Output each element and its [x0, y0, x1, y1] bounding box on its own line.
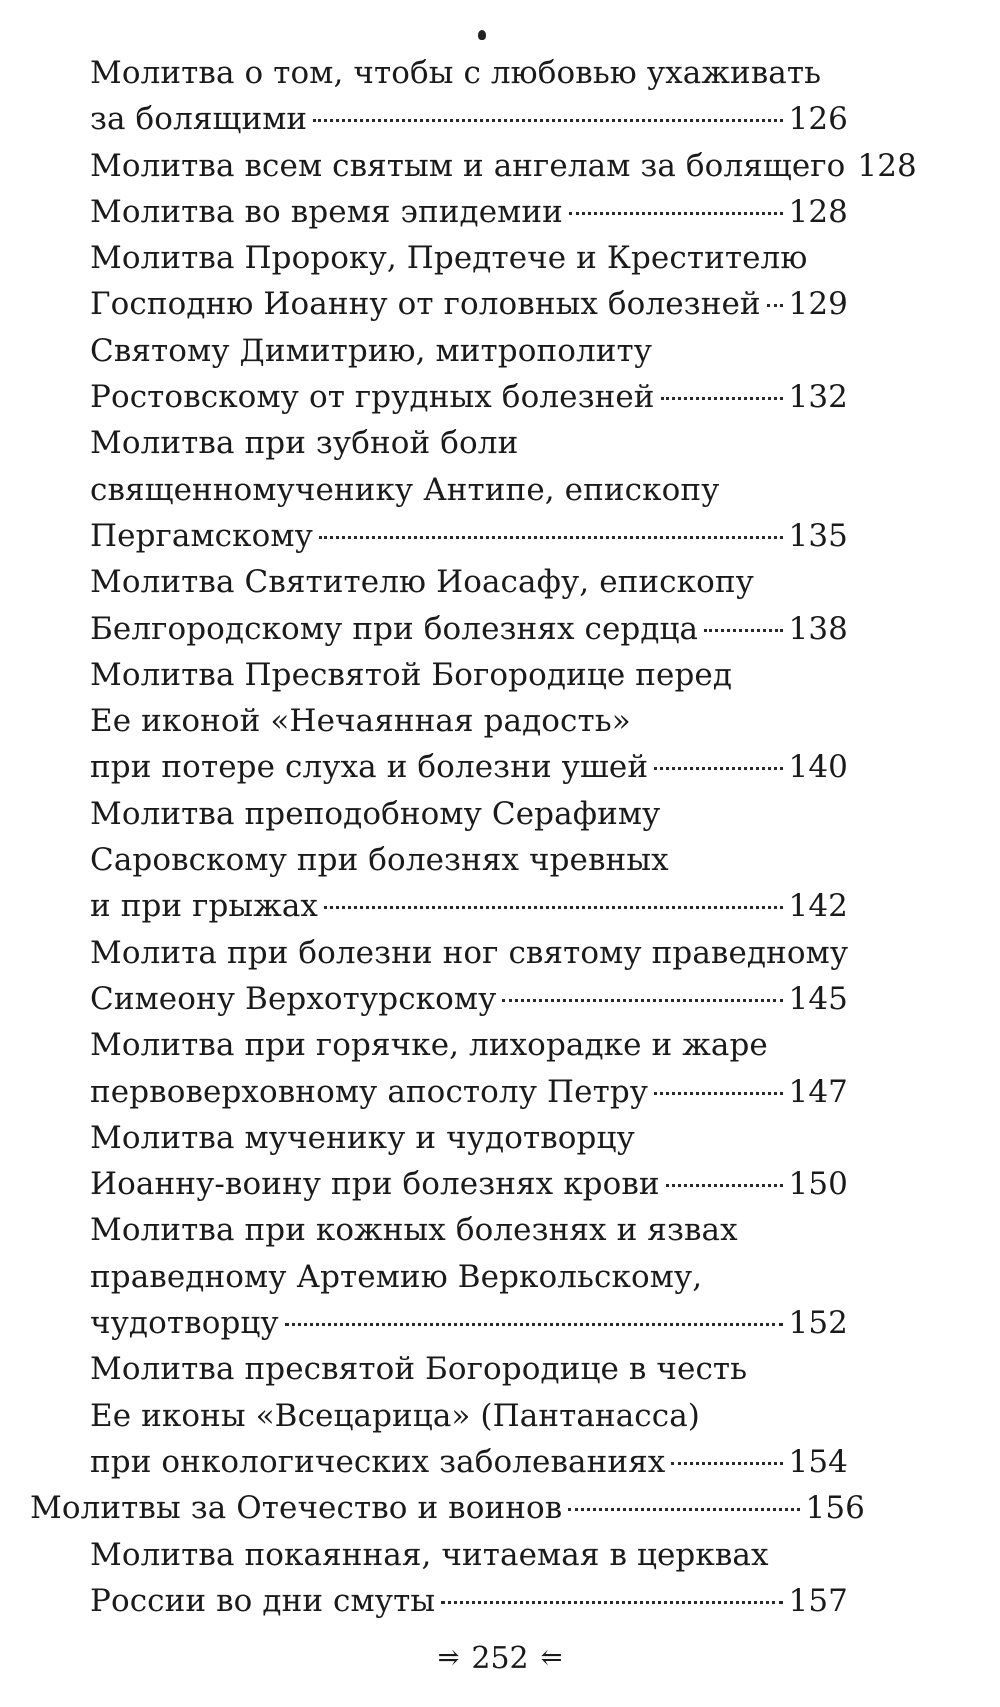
toc-entry-title: Пергамскому: [90, 517, 313, 554]
dot-leader: [654, 1092, 782, 1095]
toc-entry-title: Белгородскому при болезнях сердца: [90, 610, 699, 647]
toc-page-number: 154: [788, 1443, 848, 1480]
toc-page-number: 126: [788, 101, 848, 138]
toc-entry: [0, 235, 1000, 328]
dot-leader: [704, 629, 782, 632]
page-number: 252: [471, 1640, 529, 1676]
toc-line: [0, 559, 1000, 605]
toc-line: [0, 235, 1000, 281]
toc-page-number: 128: [788, 193, 848, 230]
dot-leader: [285, 1323, 783, 1326]
toc-entry: [0, 1485, 1000, 1531]
toc-line: [0, 930, 1000, 976]
toc-entry-title: чудотворцу: [90, 1305, 279, 1342]
toc-entry-title: Симеону Верхотурскому: [90, 980, 497, 1017]
toc-line: [0, 976, 1000, 1022]
toc-entry-title: Молитва преподобному Серафиму: [90, 795, 661, 832]
toc-entry-title: Молита при болезни ног святому праведному: [90, 934, 849, 971]
dot-leader: [313, 119, 782, 122]
toc-line: [0, 883, 1000, 929]
toc-entry: [0, 1532, 1000, 1625]
toc-entry-title: и при грыжах: [90, 888, 318, 925]
toc-entry-title: священномученику Антипе, епископу: [90, 471, 720, 508]
toc-line: [0, 189, 1000, 235]
toc-entry-title: за болящими: [90, 101, 308, 138]
toc-entry-title: России во дни смуты: [90, 1582, 436, 1619]
toc-line: [0, 467, 1000, 513]
toc-page-number: 142: [788, 888, 848, 925]
toc-line: [0, 1439, 1000, 1485]
toc-entry-title: Молитва о том, чтобы с любовью ухаживать: [90, 55, 822, 91]
toc-entry: [0, 328, 1000, 421]
toc-page-number: 138: [788, 610, 848, 647]
toc-line: [0, 837, 1000, 883]
toc-entry-title: при потере слуха и болезни ушей: [90, 749, 649, 786]
toc-entry: [0, 559, 1000, 652]
toc-line: [0, 1578, 1000, 1624]
toc-entry-title: Молитва покаянная, читаемая в церквах: [90, 1536, 769, 1573]
toc-page-number: 128: [857, 147, 917, 184]
toc-entry-title: Молитва мученику и чудотворцу: [90, 1119, 635, 1156]
toc-line: [0, 791, 1000, 837]
toc-page-number: 140: [788, 749, 848, 786]
toc-page-number: 132: [788, 379, 848, 416]
toc-entry-title: Ростовскому от грудных болезней: [90, 379, 655, 416]
toc-entry-title: Молитва при зубной боли: [90, 425, 519, 462]
toc-entry-title: Молитва при кожных болезнях и язвах: [90, 1212, 738, 1249]
dot-leader: [441, 1601, 782, 1604]
toc-entry-title: Молитва во время эпидемии: [90, 193, 563, 230]
toc-page-number: 145: [788, 980, 848, 1017]
toc-entry: [0, 143, 1000, 189]
toc-line: [0, 1115, 1000, 1161]
toc-entry: [0, 652, 1000, 791]
toc-line: [0, 744, 1000, 790]
toc-line: [0, 513, 1000, 559]
toc-entry-title: Ее иконой «Нечаянная радость»: [90, 703, 631, 740]
toc-entry-title: первоверховному апостолу Петру: [90, 1073, 649, 1110]
toc-entry: [0, 930, 1000, 1023]
toc-page-number: 135: [788, 517, 848, 554]
toc-line: [0, 1161, 1000, 1207]
toc-entry: [0, 1115, 1000, 1208]
toc-entry-title: Молитвы за Отечество и воинов: [30, 1490, 563, 1527]
toc-entry-title: Молитва Пресвятой Богородице перед: [90, 656, 733, 693]
toc-line: [0, 328, 1000, 374]
toc-entry-title: Саровскому при болезнях чревных: [90, 842, 669, 879]
toc-entry: [0, 420, 1000, 559]
toc-entry: [0, 1346, 1000, 1485]
toc-entry-title: Молитва всем святым и ангелам за болящего: [90, 147, 846, 184]
toc-line: [0, 1532, 1000, 1578]
toc-line: [0, 1393, 1000, 1439]
toc-line: [0, 1254, 1000, 1300]
toc-page-number: 150: [788, 1166, 848, 1203]
toc-page-number: 156: [805, 1490, 865, 1527]
dot-leader: [671, 1462, 782, 1465]
toc-line: [0, 606, 1000, 652]
toc-line: [0, 374, 1000, 420]
toc-page-number: 152: [788, 1305, 848, 1342]
dot-leader: [666, 1184, 783, 1187]
dot-leader: [767, 304, 783, 307]
toc-entry-title: Ее иконы «Всецарица» (Пантанасса): [90, 1397, 700, 1434]
toc-line: [0, 420, 1000, 466]
toc-page-number: 129: [788, 286, 848, 323]
toc-entry-title: Молитва Святителю Иоасафу, епископу: [90, 564, 754, 601]
toc-line: [0, 1346, 1000, 1392]
toc-entry-title: Господню Иоанну от головных болезней: [90, 286, 761, 323]
toc-line: [0, 50, 1000, 96]
dot-leader: [319, 536, 783, 539]
dot-leader: [569, 212, 783, 215]
toc-entry: [0, 1207, 1000, 1346]
dot-leader: [661, 397, 783, 400]
dot-leader: [324, 906, 783, 909]
toc-line: [0, 1485, 1000, 1531]
toc-entry: [0, 50, 1000, 143]
toc-entry-title: Молитва Пророку, Предтече и Крестителю: [90, 240, 808, 277]
toc-line: [0, 652, 1000, 698]
toc-entry-title: Святому Димитрию, митрополиту: [90, 332, 653, 369]
page-ornament-mark: [478, 30, 486, 40]
toc-entry-title: праведному Артемию Веркольскому,: [90, 1258, 703, 1295]
table-of-contents: [0, 50, 1000, 1624]
page-footer: [0, 1638, 1000, 1678]
dot-leader: [654, 767, 782, 770]
left-ornament-icon: ⥤: [437, 1643, 460, 1673]
dot-leader: [502, 999, 782, 1002]
toc-entry-title: Молитва пресвятой Богородице в честь: [90, 1351, 748, 1388]
toc-entry-title: при онкологических заболеваниях: [90, 1443, 666, 1480]
toc-line: [0, 698, 1000, 744]
dot-leader: [568, 1508, 799, 1511]
toc-line: [0, 1022, 1000, 1068]
toc-page-number: 157: [788, 1582, 848, 1619]
toc-entry: [0, 1022, 1000, 1115]
toc-page-number: 147: [788, 1073, 848, 1110]
toc-entry-title: Молитва при горячке, лихорадке и жаре: [90, 1027, 768, 1064]
toc-line: [0, 96, 1000, 142]
toc-entry: [0, 791, 1000, 930]
right-ornament-icon: ⥢: [540, 1643, 563, 1673]
toc-entry: [0, 189, 1000, 235]
toc-line: [0, 143, 1000, 189]
toc-line: [0, 1207, 1000, 1253]
toc-entry-title: Иоанну-воину при болезнях крови: [90, 1166, 660, 1203]
toc-line: [0, 281, 1000, 327]
toc-line: [0, 1300, 1000, 1346]
toc-line: [0, 1069, 1000, 1115]
